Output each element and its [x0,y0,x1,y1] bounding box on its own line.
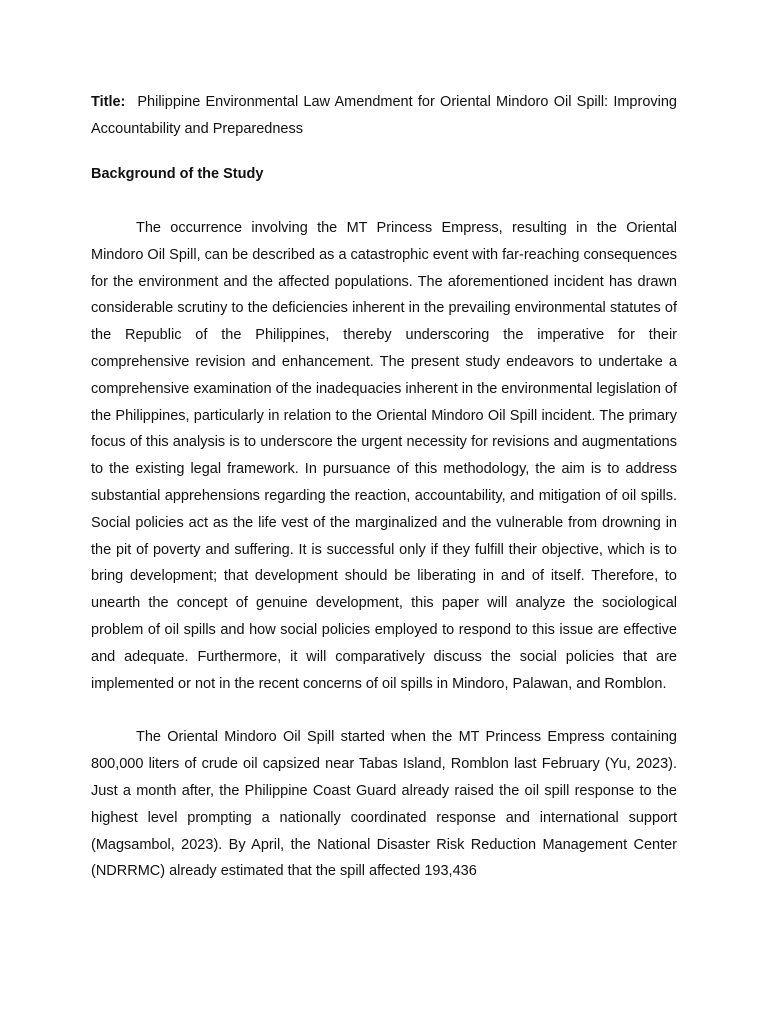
document-title [91,89,677,143]
body-paragraph-2: The Oriental Mindoro Oil Spill started when the MT Princess Empress containing 800,000 liters of crude oil capsized near Tabas Island, Romblon last February (Yu, 2023). Just a month after, the Philippine Coast Guard already raised the oil spill response to the highest level prompting a nationally coordinated response and international support (Magsambol, 2023). By April, the National Disaster Risk Reduction Management Center (NDRRMC) already estimated that the spill affected 193,436 [91,729,677,880]
document-content [91,89,677,885]
section-heading: Background of the Study [91,166,264,182]
body-paragraph-1: The occurrence involving the MT Princess Empress, resulting in the Oriental Mindoro Oil Spill, can be described as a catastrophic event with far-reaching consequences for the environment and the affected populations. The aforementioned incident has drawn considerable scrutiny to the deficiencies inherent in the prevailing environmental statutes of the Republic of the Philippines, thereby underscoring the imperative for their comprehensive revision and enhancement. The present study endeavors to undertake a comprehensive examination of the inadequacies inherent in the environmental legislation of the Philippines, particularly in relation to the Oriental Mindoro Oil Spill incident. The primary focus of this analysis is to underscore the urgent necessity for revisions and augmentations to the existing legal framework. In pursuance of this methodology, the aim is to address substantial apprehensions regarding the reaction, accountability, and mitigation of oil spills. Social policies act as the life vest of the marginalized and the vulnerable from drowning in the pit of poverty and suffering. It is successful only if they fulfill their objective, which is to bring development; that development should be liberating in and of itself. Therefore, to unearth the concept of genuine development, this paper will analyze the sociological problem of oil spills and how social policies employed to respond to this issue are effective and adequate. Furthermore, it will comparatively discuss the social policies that are implemented or not in the recent concerns of oil spills in Mindoro, Palawan, and Romblon. [91,220,678,692]
title-text: Philippine Environmental Law Amendment for Oriental Mindoro Oil Spill: Improving Accountability and Preparedness [91,94,677,137]
title-label: Title: [91,94,126,110]
